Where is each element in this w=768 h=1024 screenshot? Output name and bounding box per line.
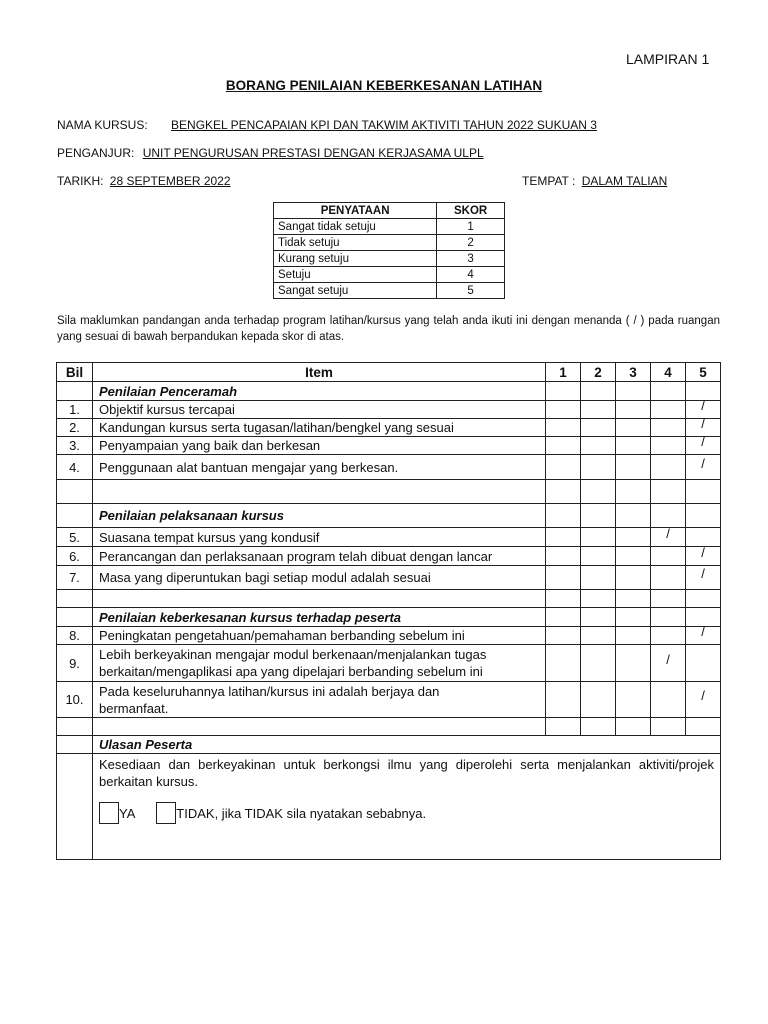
score-cell-4[interactable] xyxy=(651,455,686,480)
score-cell-2[interactable] xyxy=(581,547,616,566)
blank-row xyxy=(57,718,721,736)
item-text: Objektif kursus tercapai xyxy=(93,401,546,419)
score-mark: / xyxy=(701,566,705,581)
score-mark: / xyxy=(701,688,705,703)
section-row xyxy=(57,608,721,627)
appendix-label: LAMPIRAN 1 xyxy=(626,51,710,67)
score-cell-5[interactable] xyxy=(686,624,721,645)
legend-statement: Sangat setuju xyxy=(274,283,437,299)
score-cell-1[interactable] xyxy=(546,528,581,547)
organizer-label: PENGANJUR: xyxy=(57,146,135,160)
score-cell-2[interactable] xyxy=(581,401,616,419)
item-number: 1. xyxy=(57,401,93,419)
header-score-2: 2 xyxy=(581,363,616,382)
score-cell-2[interactable] xyxy=(581,645,616,682)
legend-score: 2 xyxy=(437,235,505,251)
table-row xyxy=(57,566,721,590)
item-number: 5. xyxy=(57,528,93,547)
legend-row xyxy=(274,251,505,267)
section-title: Penilaian Penceramah xyxy=(93,382,546,401)
organizer-row xyxy=(57,146,484,160)
item-number: 8. xyxy=(57,627,93,645)
item-text: Perancangan dan perlaksanaan program telah dibuat dengan lancar xyxy=(93,547,546,566)
item-number: 10. xyxy=(57,682,93,718)
item-number: 7. xyxy=(57,566,93,590)
score-cell-1[interactable] xyxy=(546,566,581,590)
comment-section-title: Ulasan Peserta xyxy=(93,736,721,754)
table-row xyxy=(57,682,721,718)
score-cell-1[interactable] xyxy=(546,401,581,419)
legend-row xyxy=(274,267,505,283)
score-mark: / xyxy=(666,525,670,541)
date-value: 28 SEPTEMBER 2022 xyxy=(109,174,231,188)
legend-score: 4 xyxy=(437,267,505,283)
score-cell-1[interactable] xyxy=(546,419,581,437)
legend-header-statement: PENYATAAN xyxy=(274,203,437,219)
header-score-5: 5 xyxy=(686,363,721,382)
score-cell-4[interactable] xyxy=(651,566,686,590)
comment-row xyxy=(57,754,721,860)
score-cell-1[interactable] xyxy=(546,547,581,566)
table-header-row xyxy=(57,363,721,382)
score-cell-4[interactable] xyxy=(651,547,686,566)
organizer-value: UNIT PENGURUSAN PRESTASI DENGAN KERJASAMA ULPL xyxy=(142,146,484,160)
section-row xyxy=(57,504,721,528)
section-row xyxy=(57,382,721,401)
item-text xyxy=(93,682,546,718)
comment-question: Kesediaan dan berkeyakinan untuk berkongsi ilmu yang diperolehi serta menjalankan aktiviti/projek berkaitan kursus. xyxy=(99,757,714,789)
item-text: Kandungan kursus serta tugasan/latihan/bengkel yang sesuai xyxy=(93,419,546,437)
score-mark: / xyxy=(701,544,705,560)
header-score-4: 4 xyxy=(651,363,686,382)
item-text xyxy=(93,645,546,682)
no-checkbox[interactable] xyxy=(156,802,176,824)
legend-row xyxy=(274,219,505,235)
score-cell-3[interactable] xyxy=(616,528,651,547)
item-number: 9. xyxy=(57,645,93,682)
legend-score: 1 xyxy=(437,219,505,235)
legend-row xyxy=(274,235,505,251)
yes-no-options xyxy=(99,802,714,824)
score-cell-1[interactable] xyxy=(546,455,581,480)
course-name-row xyxy=(57,118,597,132)
item-text: Suasana tempat kursus yang kondusif xyxy=(93,528,546,547)
legend-header-score: SKOR xyxy=(437,203,505,219)
score-cell-5[interactable] xyxy=(686,682,721,718)
score-cell-2[interactable] xyxy=(581,682,616,718)
score-cell-2[interactable] xyxy=(581,455,616,480)
score-cell-3[interactable] xyxy=(616,419,651,437)
score-cell-2[interactable] xyxy=(581,627,616,645)
score-cell-2[interactable] xyxy=(581,566,616,590)
item-text: Masa yang diperuntukan bagi setiap modul adalah sesuai xyxy=(93,566,546,590)
score-cell-3[interactable] xyxy=(616,645,651,682)
comment-title-row xyxy=(57,736,721,754)
score-cell-3[interactable] xyxy=(616,566,651,590)
table-row xyxy=(57,455,721,480)
score-cell-4[interactable] xyxy=(651,437,686,455)
score-cell-1[interactable] xyxy=(546,645,581,682)
score-cell-5[interactable] xyxy=(686,434,721,455)
section-title: Penilaian keberkesanan kursus terhadap peserta xyxy=(93,608,546,627)
score-cell-4[interactable] xyxy=(651,525,686,547)
score-cell-3[interactable] xyxy=(616,401,651,419)
table-row xyxy=(57,401,721,419)
item-number: 6. xyxy=(57,547,93,566)
score-cell-4[interactable] xyxy=(651,627,686,645)
item-text-line: Lebih berkeyakinan mengajar modul berkenaan/menjalankan tugas xyxy=(99,647,487,662)
instructions-text: Sila maklumkan pandangan anda terhadap program latihan/kursus yang telah anda ikuti ini dengan menanda ( / ) pada ruangan yang sesuai di bawah berpandukan kepada skor di atas. xyxy=(57,315,720,343)
score-mark: / xyxy=(701,455,705,471)
section-title: Penilaian pelaksanaan kursus xyxy=(93,504,546,528)
score-cell-4[interactable] xyxy=(651,401,686,419)
table-row xyxy=(57,547,721,566)
date-label: TARIKH: xyxy=(57,174,104,188)
score-cell-3[interactable] xyxy=(616,437,651,455)
comment-cell xyxy=(93,754,721,860)
header-item: Item xyxy=(93,363,546,382)
score-cell-5[interactable] xyxy=(686,544,721,566)
legend-row xyxy=(274,283,505,299)
score-cell-4[interactable] xyxy=(651,645,686,682)
header-score-1: 1 xyxy=(546,363,581,382)
score-cell-5[interactable] xyxy=(686,455,721,480)
score-cell-5[interactable] xyxy=(686,528,721,547)
venue-label: TEMPAT : xyxy=(522,174,576,188)
item-number: 4. xyxy=(57,455,93,480)
venue-row xyxy=(522,174,667,188)
course-name-label: NAMA KURSUS: xyxy=(57,118,148,132)
table-row xyxy=(57,645,721,682)
item-text-line: bermanfaat. xyxy=(99,700,169,716)
score-cell-5[interactable] xyxy=(686,566,721,590)
score-cell-2[interactable] xyxy=(581,437,616,455)
score-cell-3[interactable] xyxy=(616,547,651,566)
legend-statement: Tidak setuju xyxy=(274,235,437,251)
item-number: 3. xyxy=(57,437,93,455)
score-cell-3[interactable] xyxy=(616,627,651,645)
score-cell-2[interactable] xyxy=(581,419,616,437)
score-cell-1[interactable] xyxy=(546,682,581,718)
table-row xyxy=(57,627,721,645)
score-mark: / xyxy=(701,416,705,431)
item-text-line: Pada keseluruhannya latihan/kursus ini adalah berjaya dan xyxy=(99,683,440,699)
score-cell-2[interactable] xyxy=(581,528,616,547)
legend-statement: Sangat tidak setuju xyxy=(274,219,437,235)
course-name-value: BENGKEL PENCAPAIAN KPI DAN TAKWIM AKTIVITI TAHUN 2022 SUKUAN 3 xyxy=(171,118,597,132)
item-number: 2. xyxy=(57,419,93,437)
yes-label: YA xyxy=(119,806,135,821)
blank-row xyxy=(57,590,721,608)
evaluation-table xyxy=(56,362,721,860)
form-title: BORANG PENILAIAN KEBERKESANAN LATIHAN xyxy=(225,78,543,93)
legend-score: 5 xyxy=(437,283,505,299)
legend-header-row xyxy=(274,203,505,219)
item-text: Penggunaan alat bantuan mengajar yang berkesan. xyxy=(93,455,546,480)
score-cell-1[interactable] xyxy=(546,437,581,455)
score-legend-table xyxy=(273,202,505,299)
score-mark: / xyxy=(701,624,705,639)
score-cell-4[interactable] xyxy=(651,682,686,718)
item-text: Penyampaian yang baik dan berkesan xyxy=(93,437,546,455)
score-mark: / xyxy=(666,651,670,667)
header-bil: Bil xyxy=(57,363,93,382)
legend-statement: Setuju xyxy=(274,267,437,283)
yes-checkbox[interactable] xyxy=(99,802,119,824)
venue-value: DALAM TALIAN xyxy=(581,174,668,188)
score-cell-4[interactable] xyxy=(651,419,686,437)
score-cell-5[interactable] xyxy=(686,645,721,682)
legend-statement: Kurang setuju xyxy=(274,251,437,267)
date-row xyxy=(57,174,231,188)
table-row xyxy=(57,528,721,547)
score-mark: / xyxy=(701,434,705,449)
legend-score: 3 xyxy=(437,251,505,267)
score-mark: / xyxy=(701,398,705,413)
score-cell-1[interactable] xyxy=(546,627,581,645)
no-label: TIDAK, jika TIDAK sila nyatakan sebabnya. xyxy=(176,806,427,821)
item-text-line: berkaitan/mengaplikasi apa yang dipelajari berbanding sebelum ini xyxy=(99,664,483,679)
score-cell-3[interactable] xyxy=(616,455,651,480)
blank-row xyxy=(57,480,721,504)
score-cell-3[interactable] xyxy=(616,682,651,718)
table-row xyxy=(57,419,721,437)
item-text: Peningkatan pengetahuan/pemahaman berbanding sebelum ini xyxy=(93,627,546,645)
header-score-3: 3 xyxy=(616,363,651,382)
table-row xyxy=(57,437,721,455)
